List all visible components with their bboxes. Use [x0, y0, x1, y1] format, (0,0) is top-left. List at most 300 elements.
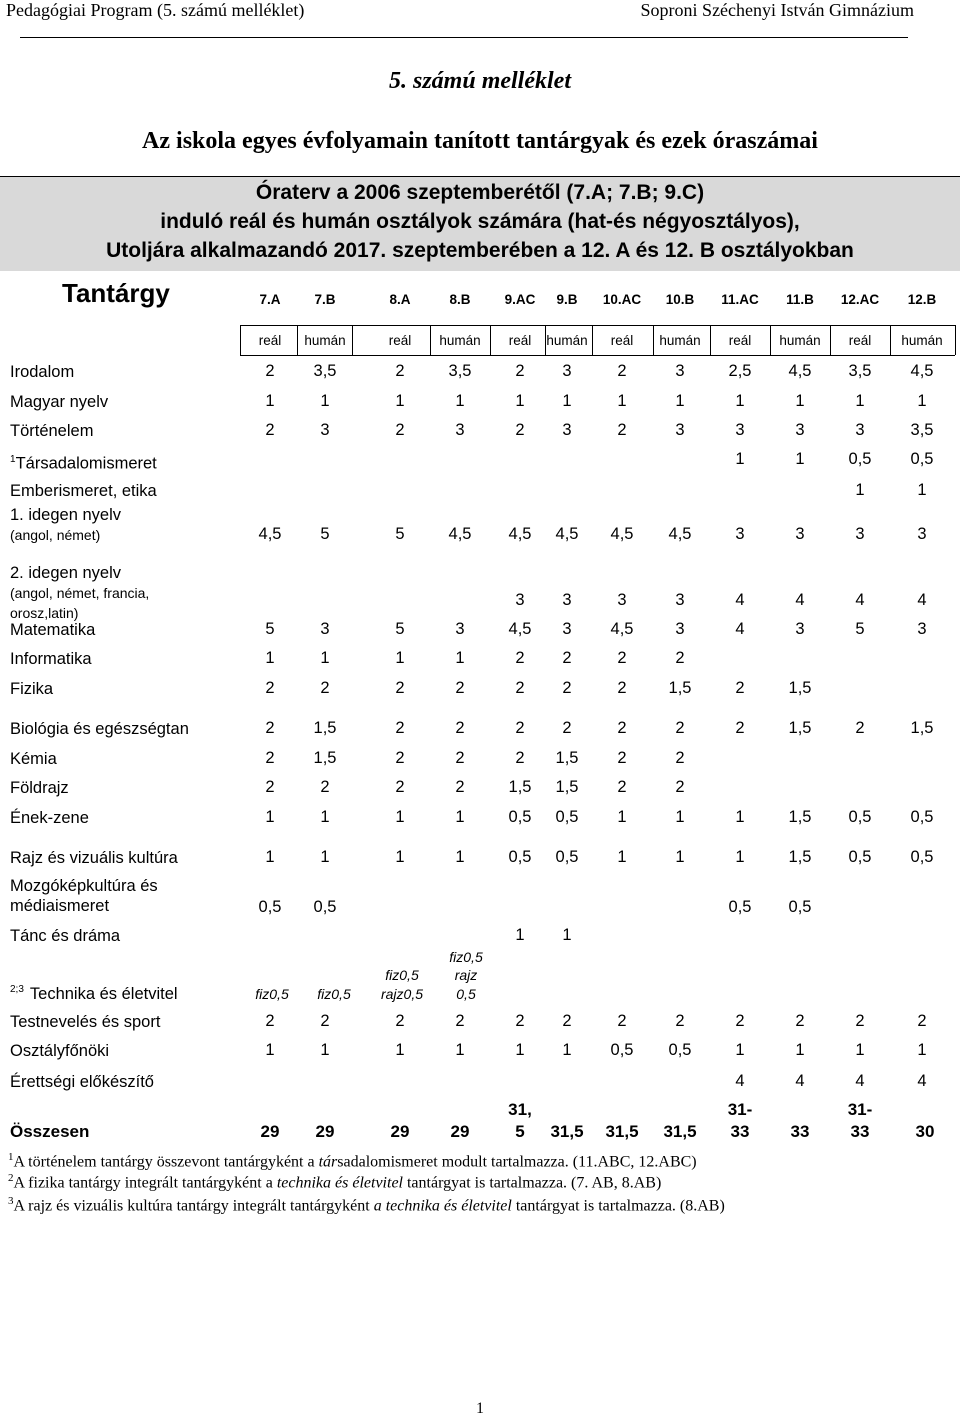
- table-cell: 2: [675, 719, 685, 737]
- table-cell: 2: [675, 749, 685, 767]
- table-cell: 3: [617, 591, 627, 609]
- table-cell: 2: [675, 649, 685, 667]
- table-cell: 3,5: [848, 362, 872, 380]
- table-cell: 2: [455, 1012, 465, 1030]
- table-cell: 2: [617, 1012, 627, 1030]
- table-cell: 4,5: [668, 525, 692, 543]
- table-cell: 1: [455, 808, 465, 826]
- total-cell: 31,5: [663, 1122, 697, 1141]
- table-cell: 1: [320, 1041, 330, 1059]
- table-cell: 1: [265, 808, 275, 826]
- table-cell: 1: [795, 1041, 805, 1059]
- table-cell: 2: [395, 679, 405, 697]
- subject-label-line: (angol, német): [10, 527, 101, 543]
- table-cell: 2: [562, 719, 572, 737]
- table-cell: fiz0,5: [255, 986, 289, 1002]
- table-cell: 1,5: [668, 679, 692, 697]
- table-cell: 5: [395, 525, 405, 543]
- grid-line: [240, 355, 955, 356]
- table-cell: 2,5: [728, 362, 752, 380]
- table-cell: 1,5: [910, 719, 934, 737]
- table-cell: 1: [515, 926, 525, 944]
- grid-line: [240, 325, 241, 355]
- total-cell: 33: [730, 1122, 750, 1141]
- table-cell: 1: [455, 1041, 465, 1059]
- table-cell: 1: [735, 450, 745, 468]
- profile-header: humán: [659, 333, 701, 348]
- table-cell: 2: [320, 778, 330, 796]
- table-cell: 1: [455, 649, 465, 667]
- table-cell: 4,5: [508, 620, 532, 638]
- table-cell: 3: [320, 421, 330, 439]
- table-cell: 1,5: [313, 719, 337, 737]
- footnote-text: A történelem tantárgy összevont tantárgyként a: [13, 1153, 319, 1171]
- table-cell: 0,5: [848, 808, 872, 826]
- table-cell: 4: [735, 1072, 745, 1090]
- subject-name: Történelem: [10, 422, 94, 440]
- table-cell: 1: [855, 481, 865, 499]
- profile-header: humán: [779, 333, 821, 348]
- grid-line: [430, 325, 431, 355]
- table-cell: 2: [455, 749, 465, 767]
- table-cell: 2: [515, 362, 525, 380]
- table-cell: 3: [675, 362, 685, 380]
- grid-line: [830, 325, 831, 355]
- table-cell: 1: [395, 848, 405, 866]
- subject-column-header: Tantárgy: [62, 278, 170, 308]
- page-header-right: Soproni Széchenyi István Gimnázium: [640, 0, 914, 20]
- subject-label: [10, 392, 108, 412]
- table-cell: 1: [617, 808, 627, 826]
- profile-header: humán: [304, 333, 346, 348]
- total-cell: 29: [260, 1122, 280, 1141]
- table-cell: 2: [455, 679, 465, 697]
- table-cell: 3: [455, 421, 465, 439]
- subject-label-line: 1. idegen nyelv: [10, 506, 121, 524]
- table-cell: 1: [562, 1041, 572, 1059]
- table-cell: 2: [395, 719, 405, 737]
- subject-label: [10, 926, 120, 946]
- table-cell: 1,5: [788, 719, 812, 737]
- total-cell: 33: [790, 1122, 810, 1141]
- table-cell: 3,5: [910, 421, 934, 439]
- table-cell: 2: [562, 649, 572, 667]
- subject-name: Irodalom: [10, 363, 75, 381]
- table-cell: 4,5: [910, 362, 934, 380]
- total-cell: 29: [450, 1122, 470, 1141]
- subject-name: Informatika: [10, 650, 92, 668]
- footnote-marker: 2: [8, 1172, 14, 1184]
- grid-line: [240, 325, 955, 326]
- plan-title: [0, 178, 960, 265]
- table-cell: 2: [617, 649, 627, 667]
- table-cell: 0,5: [910, 848, 934, 866]
- grid-line: [890, 325, 891, 355]
- table-cell: 0,5: [555, 848, 579, 866]
- table-cell: 1: [320, 808, 330, 826]
- table-cell: rajz: [454, 967, 478, 983]
- footnote: [8, 1151, 697, 1171]
- profile-header: reál: [848, 333, 872, 348]
- table-cell: 1: [265, 1041, 275, 1059]
- table-cell: 2: [265, 749, 275, 767]
- grid-line: [490, 325, 491, 355]
- class-header: 12.AC: [840, 292, 880, 307]
- table-cell: 1: [617, 848, 627, 866]
- table-cell: 1: [795, 392, 805, 410]
- footnote-marker: 2;3: [10, 984, 24, 995]
- table-cell: 1: [395, 1041, 405, 1059]
- table-cell: 1: [917, 1041, 927, 1059]
- table-cell: 2: [265, 778, 275, 796]
- table-cell: 1: [320, 649, 330, 667]
- table-cell: 0,5: [508, 808, 532, 826]
- table-cell: 3,5: [313, 362, 337, 380]
- header-rule: [20, 37, 908, 38]
- table-cell: 0,5: [910, 450, 934, 468]
- table-cell: 2: [917, 1012, 927, 1030]
- subject-label: [10, 749, 57, 769]
- table-cell: 2: [515, 649, 525, 667]
- total-cell: 33: [850, 1122, 870, 1141]
- total-cell: 30: [915, 1122, 935, 1141]
- table-cell: 2: [395, 421, 405, 439]
- table-cell: 0,5: [610, 1041, 634, 1059]
- table-cell: 1: [917, 481, 927, 499]
- class-header: 11.B: [786, 292, 814, 307]
- table-cell: 1: [265, 392, 275, 410]
- table-cell: 1: [455, 392, 465, 410]
- table-cell: 3: [917, 620, 927, 638]
- table-cell: 2: [320, 679, 330, 697]
- grid-line: [770, 325, 771, 355]
- table-cell: 3: [675, 620, 685, 638]
- subject-label: [10, 563, 149, 623]
- table-cell: 2: [265, 679, 275, 697]
- subject-label: [10, 505, 121, 545]
- table-cell: fiz0,5: [385, 967, 419, 983]
- class-header: 10.B: [665, 292, 695, 307]
- table-cell: 1: [265, 848, 275, 866]
- table-cell: 1: [562, 926, 572, 944]
- table-cell: 0,5: [788, 898, 812, 916]
- table-cell: 3: [855, 525, 865, 543]
- table-cell: 1: [455, 848, 465, 866]
- subject-name: Testnevelés és sport: [10, 1013, 161, 1031]
- total-cell: 5: [515, 1122, 525, 1141]
- subject-label: [10, 362, 74, 382]
- table-cell: 4,5: [448, 525, 472, 543]
- subject-name: Ének-zene: [10, 809, 89, 827]
- table-cell: 1,5: [313, 749, 337, 767]
- table-cell: 1,5: [508, 778, 532, 796]
- table-cell: 1: [320, 848, 330, 866]
- table-cell: 2: [395, 1012, 405, 1030]
- subject-name: Biológia és egészségtan: [10, 720, 189, 738]
- class-header: 11.AC: [721, 292, 759, 307]
- table-cell: 4: [735, 620, 745, 638]
- subject-label: [10, 481, 157, 501]
- table-cell: 3: [455, 620, 465, 638]
- subject-label: [10, 450, 157, 474]
- subject-label: [10, 876, 158, 916]
- table-cell: 1: [515, 392, 525, 410]
- subject-label-line: (angol, német, francia,: [10, 585, 150, 601]
- table-cell: 1,5: [788, 808, 812, 826]
- subject-label: [10, 1012, 160, 1032]
- table-cell: 1: [917, 392, 927, 410]
- profile-header: reál: [388, 333, 412, 348]
- table-cell: 3: [855, 421, 865, 439]
- subject-label: [10, 1072, 154, 1092]
- subject-name: Osztályfőnöki: [10, 1042, 110, 1060]
- footnote-emphasis: a technika és életvitel: [373, 1197, 512, 1215]
- table-cell: 3: [562, 421, 572, 439]
- plan-title-line: induló reál és humán osztályok számára (hat-és négyosztályos),: [160, 210, 800, 233]
- table-cell: 4: [917, 1072, 927, 1090]
- subject-name: Földrajz: [10, 779, 69, 797]
- total-cell: 31,5: [550, 1122, 584, 1141]
- table-cell: 2: [515, 749, 525, 767]
- table-cell: 3: [675, 421, 685, 439]
- table-cell: 2: [265, 362, 275, 380]
- table-cell: 1: [395, 649, 405, 667]
- profile-header: reál: [728, 333, 752, 348]
- subject-name: Emberismeret, etika: [10, 482, 157, 500]
- subject-label-line: orosz,latin): [10, 605, 79, 621]
- table-cell: 5: [855, 620, 865, 638]
- table-cell: 1: [675, 808, 685, 826]
- table-cell: 2: [395, 749, 405, 767]
- table-cell: 0,5: [555, 808, 579, 826]
- subject-label: [10, 980, 178, 1004]
- table-cell: 4,5: [610, 525, 634, 543]
- table-cell: 0,5: [258, 898, 282, 916]
- total-cell: 29: [390, 1122, 410, 1141]
- table-cell: 2: [795, 1012, 805, 1030]
- table-cell: 1: [562, 392, 572, 410]
- table-cell: 1: [395, 808, 405, 826]
- table-cell: 1,5: [555, 778, 579, 796]
- table-cell: 2: [395, 362, 405, 380]
- class-header: 8.B: [449, 292, 471, 307]
- table-cell: 3: [515, 591, 525, 609]
- footnote-text: A rajz és vizuális kultúra tantárgy integrált tantárgyként: [13, 1197, 374, 1215]
- subject-name: Tánc és dráma: [10, 927, 121, 945]
- table-cell: 0,5: [313, 898, 337, 916]
- subject-name: Társadalomismeret: [15, 454, 157, 473]
- table-cell: 3: [675, 591, 685, 609]
- table-cell: 4,5: [788, 362, 812, 380]
- footnote-emphasis: tár: [318, 1153, 338, 1171]
- table-cell: 3: [320, 620, 330, 638]
- table-cell: 2: [265, 421, 275, 439]
- profile-header: reál: [258, 333, 282, 348]
- subject-label: [10, 778, 69, 798]
- table-cell: 2: [562, 1012, 572, 1030]
- table-cell: 3: [917, 525, 927, 543]
- table-cell: 2: [617, 778, 627, 796]
- table-cell: 3: [562, 591, 572, 609]
- class-header: 10.AC: [602, 292, 642, 307]
- table-cell: 1: [515, 1041, 525, 1059]
- table-cell: 0,5: [668, 1041, 692, 1059]
- class-header: 7.B: [314, 292, 336, 307]
- table-cell: 3: [795, 620, 805, 638]
- table-cell: 2: [675, 778, 685, 796]
- table-cell: 2: [265, 719, 275, 737]
- profile-header: humán: [546, 333, 588, 348]
- table-cell: 0,5: [456, 986, 476, 1002]
- table-cell: 2: [617, 679, 627, 697]
- subject-label-line: Mozgóképkultúra és: [10, 877, 158, 895]
- table-cell: 2: [735, 679, 745, 697]
- table-cell: 1,5: [788, 848, 812, 866]
- plan-title-line: Óraterv a 2006 szeptemberétől (7.A; 7.B; 9.C): [255, 181, 705, 204]
- table-cell: 2: [320, 1012, 330, 1030]
- table-cell: fiz0,5: [449, 949, 483, 965]
- annex-title: 5. számú melléklet: [389, 68, 571, 94]
- table-cell: 1: [320, 392, 330, 410]
- table-cell: 5: [265, 620, 275, 638]
- subject-label: [10, 719, 189, 739]
- table-cell: 1: [735, 848, 745, 866]
- total-cell: 31-: [847, 1100, 873, 1119]
- table-cell: 2: [515, 421, 525, 439]
- total-cell: 31,: [508, 1100, 532, 1119]
- subject-label: [10, 421, 93, 441]
- table-cell: 0,5: [910, 808, 934, 826]
- page-header-left: Pedagógiai Program (5. számú melléklet): [6, 0, 305, 20]
- subject-label: [10, 649, 92, 669]
- table-cell: 4,5: [258, 525, 282, 543]
- total-cell: 29: [315, 1122, 335, 1141]
- table-cell: 1: [675, 392, 685, 410]
- table-cell: 4: [735, 591, 745, 609]
- table-cell: 1,5: [555, 749, 579, 767]
- table-cell: 2: [455, 719, 465, 737]
- footnote-marker: 3: [8, 1195, 14, 1207]
- subject-label: [10, 620, 95, 640]
- subject-label-line: médiaismeret: [10, 897, 110, 915]
- class-header: 9.B: [556, 292, 578, 307]
- profile-header: humán: [439, 333, 481, 348]
- table-cell: 0,5: [848, 450, 872, 468]
- table-cell: 3: [562, 620, 572, 638]
- table-cell: 2: [617, 362, 627, 380]
- table-cell: 2: [515, 679, 525, 697]
- profile-header: reál: [610, 333, 634, 348]
- table-cell: 5: [320, 525, 330, 543]
- plan-title-line: Utoljára alkalmazandó 2017. szeptemberében a 12. A és 12. B osztályokban: [106, 239, 854, 262]
- class-header: 9.AC: [504, 292, 536, 307]
- table-cell: 1: [735, 1041, 745, 1059]
- table-cell: 2: [855, 1012, 865, 1030]
- table-cell: 0,5: [508, 848, 532, 866]
- footnote-text: sadalomismeret modult tartalmazza. (11.ABC, 12.ABC): [337, 1153, 697, 1171]
- class-header: 8.A: [389, 292, 411, 307]
- table-cell: 4,5: [508, 525, 532, 543]
- table-cell: 1: [855, 392, 865, 410]
- table-cell: 3: [735, 525, 745, 543]
- document-title: Az iskola egyes évfolyamain tanított tantárgyak és ezek óraszámai: [142, 128, 818, 154]
- subject-label: [10, 808, 89, 828]
- footnote: [8, 1172, 661, 1192]
- table-cell: 2: [735, 1012, 745, 1030]
- table-cell: 2: [395, 778, 405, 796]
- page-number: 1: [476, 1400, 484, 1417]
- table-cell: 2: [855, 719, 865, 737]
- subject-name: Kémia: [10, 750, 57, 768]
- footnote-text: tantárgyat is tartalmazza. (7. AB, 8.AB): [402, 1174, 662, 1192]
- grid-line: [955, 325, 956, 355]
- table-cell: 3: [795, 525, 805, 543]
- subject-name: Matematika: [10, 621, 96, 639]
- table-cell: 2: [515, 719, 525, 737]
- table-cell: 1: [265, 649, 275, 667]
- table-cell: 1: [395, 392, 405, 410]
- subject-name: Magyar nyelv: [10, 393, 109, 411]
- table-cell: 4: [917, 591, 927, 609]
- table-cell: 4: [795, 1072, 805, 1090]
- table-cell: 4: [795, 591, 805, 609]
- table-cell: 4,5: [610, 620, 634, 638]
- class-header: 7.A: [259, 292, 281, 307]
- table-cell: 5: [395, 620, 405, 638]
- table-cell: 4: [855, 1072, 865, 1090]
- table-cell: 1: [675, 848, 685, 866]
- table-cell: 1,5: [788, 679, 812, 697]
- table-cell: 1: [855, 1041, 865, 1059]
- table-cell: 1: [617, 392, 627, 410]
- table-cell: 0,5: [848, 848, 872, 866]
- table-cell: 2: [562, 679, 572, 697]
- table-cell: 2: [265, 1012, 275, 1030]
- class-header: 12.B: [907, 292, 937, 307]
- table-cell: 3: [795, 421, 805, 439]
- grid-line: [710, 325, 711, 355]
- footnote-text: A fizika tantárgy integrált tantárgyként a: [13, 1174, 277, 1192]
- subject-name: Érettségi előkészítő: [10, 1073, 154, 1091]
- table-cell: 4,5: [555, 525, 579, 543]
- table-cell: 2: [675, 1012, 685, 1030]
- total-label: Összesen: [10, 1122, 90, 1141]
- table-cell: 4: [855, 591, 865, 609]
- table-cell: 1: [735, 808, 745, 826]
- table-cell: fiz0,5: [317, 986, 351, 1002]
- table-cell: rajz0,5: [380, 986, 424, 1002]
- footnote-marker: 1: [10, 454, 16, 465]
- table-cell: 3: [562, 362, 572, 380]
- table-cell: 2: [617, 749, 627, 767]
- subject-name: Technika és életvitel: [29, 984, 178, 1003]
- table-cell: 2: [617, 421, 627, 439]
- table-cell: 2: [735, 719, 745, 737]
- total-cell: 31-: [727, 1100, 753, 1119]
- subject-name: Rajz és vizuális kultúra: [10, 849, 178, 867]
- footnote-emphasis: technika és életvitel: [276, 1174, 403, 1192]
- profile-header: humán: [901, 333, 943, 348]
- table-cell: 0,5: [728, 898, 752, 916]
- subject-label: [10, 848, 178, 868]
- subject-name: Fizika: [10, 680, 54, 698]
- subject-label-line: 2. idegen nyelv: [10, 564, 121, 582]
- subject-label: [10, 679, 53, 699]
- total-cell: 31,5: [605, 1122, 639, 1141]
- footnote: [8, 1195, 725, 1215]
- table-cell: 3: [735, 421, 745, 439]
- footnote-text: tantárgyat is tartalmazza. (8.AB): [511, 1197, 725, 1215]
